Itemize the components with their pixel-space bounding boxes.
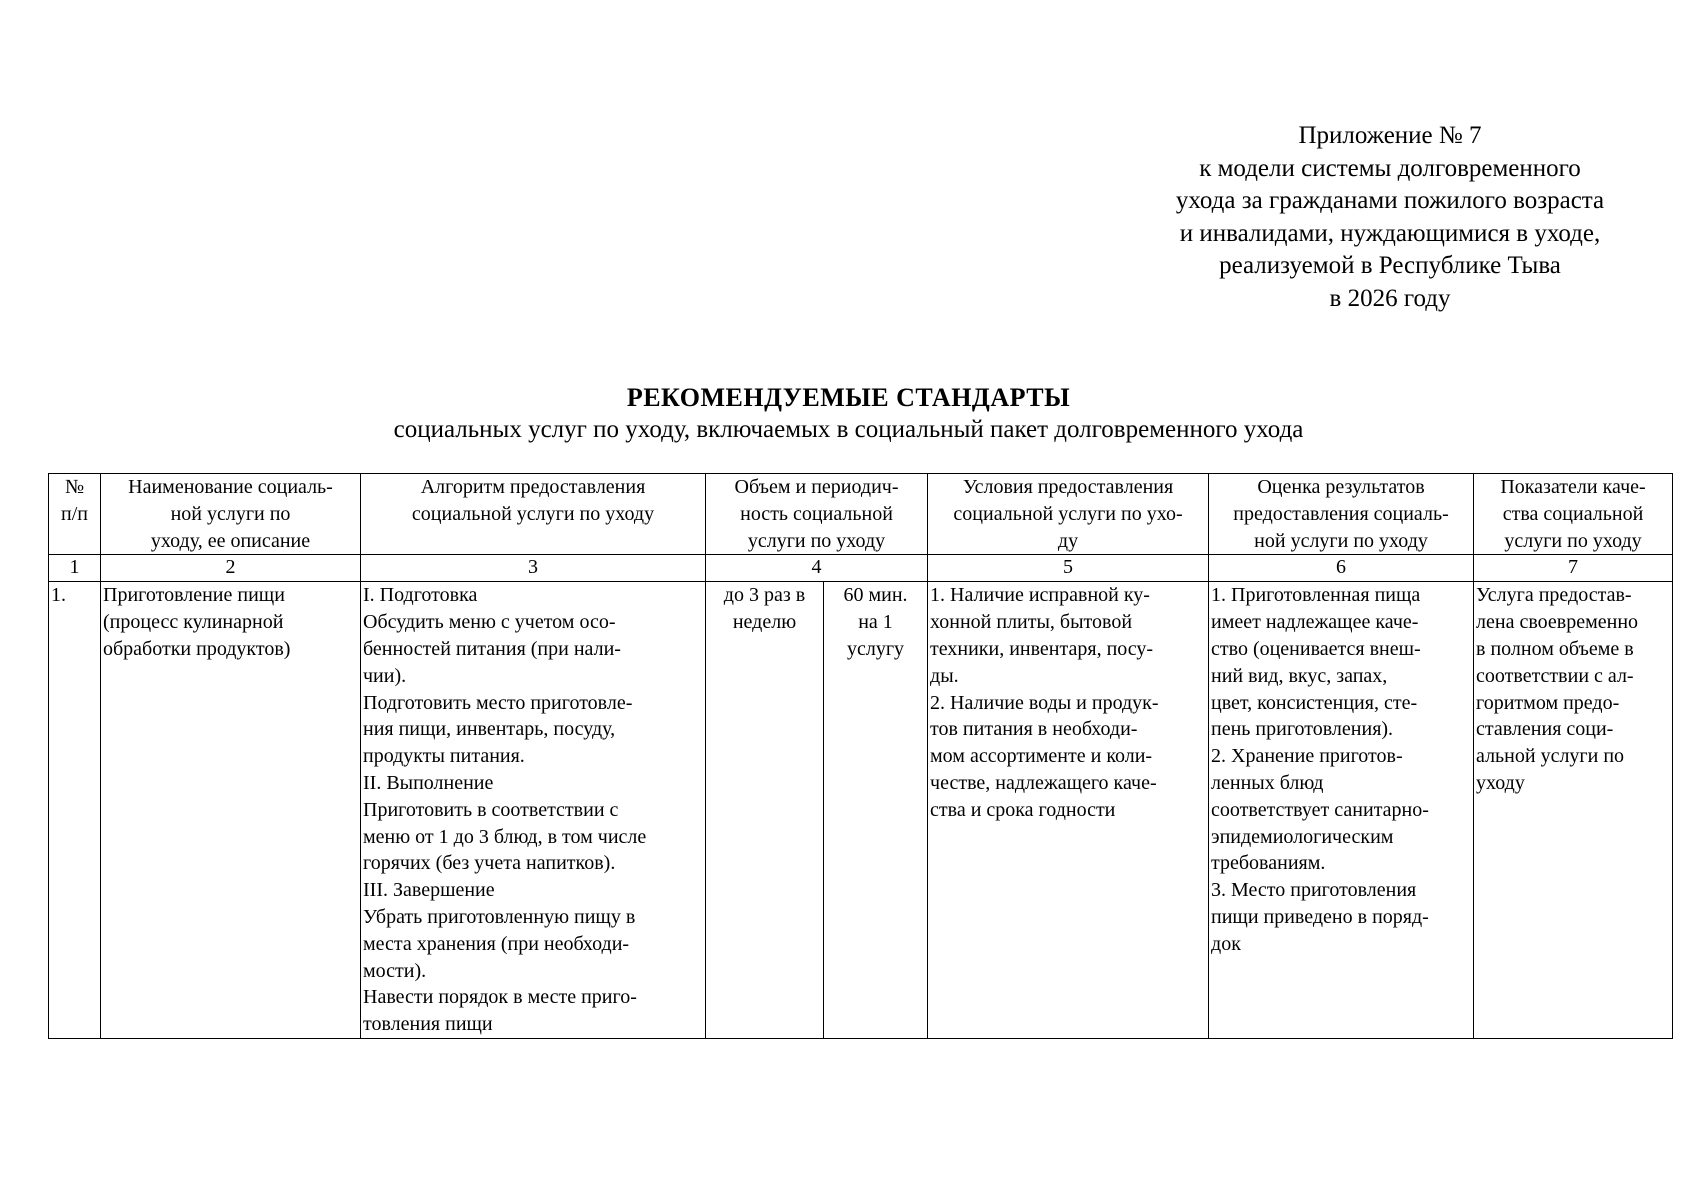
header-cell-evaluation: Оценка результатов предоставления социаль- ной услуги по уходу (1209, 474, 1474, 555)
algorithm-cell: I. Подготовка Обсудить меню с учетом осо- бенностей питания (при нали- чии). Подготовить место приготовле- ния пищи, инвентарь, посуду, продукты питания. II. Выполнение Приготовить в соответствии с меню от 1 до 3 блюд, в том числе горячих (без учета напитков). III. Завершение Убрать приготовленную пищу в места хранения (при необходи- мости). Навести порядок в месте приго- товления пищи (361, 582, 706, 1039)
column-number: 3 (361, 555, 706, 582)
document-subtitle: социальных услуг по уходу, включаемых в социальный пакет долговременного ухода (393, 416, 1304, 443)
document-title: РЕКОМЕНДУЕМЫЕ СТАНДАРТЫ (626, 383, 1071, 412)
header-cell-number: № п/п (49, 474, 101, 555)
header-row (49, 474, 1673, 555)
header-cell-algorithm: Алгоритм предоставления социальной услуги по уходу (361, 474, 706, 555)
header-cell-volume: Объем и периодич- ность социальной услуги по уходу (706, 474, 928, 555)
header-cell-name: Наименование социаль- ной услуги по уходу, ее описание (101, 474, 361, 555)
column-number: 4 (706, 555, 928, 582)
header-cell-conditions: Условия предоставления социальной услуги по ухо- ду (928, 474, 1209, 555)
appendix-caption (1130, 120, 1650, 315)
evaluation-cell: 1. Приготовленная пища имеет надлежащее каче- ство (оценивается внеш- ний вид, вкус, запах, цвет, консистенция, сте- пень приготовления). 2. Хранение приготов- ленных блюд соответствует санитарно- эпидемиологическим требованиям. 3. Место приготовления пищи приведено в поряд- док (1209, 582, 1474, 1039)
column-number: 2 (101, 555, 361, 582)
appendix-line: реализуемой в Республике Тыва (1219, 252, 1561, 279)
appendix-line: Приложение № 7 (1298, 122, 1482, 149)
appendix-line: к модели системы долговременного (1199, 154, 1581, 182)
appendix-line: и инвалидами, нуждающимися в уходе, (1179, 219, 1601, 247)
column-number-row (49, 555, 1673, 582)
appendix-line: в 2026 году (1329, 284, 1451, 312)
appendix-line: ухода за гражданами пожилого возраста (1175, 187, 1605, 214)
column-number: 7 (1474, 555, 1673, 582)
quality-cell: Услуга предостав- лена своевременно в полном объеме в соответствии с ал- горитмом предо- ставления соци- альной услуги по уходу (1474, 582, 1673, 1039)
column-number: 5 (928, 555, 1209, 582)
standards-table (48, 473, 1673, 1039)
duration-cell: 60 мин. на 1 услугу (824, 582, 928, 1039)
column-number: 1 (49, 555, 101, 582)
service-name-cell: Приготовление пищи (процесс кулинарной обработки продуктов) (101, 582, 361, 1039)
frequency-cell: до 3 раз в неделю (706, 582, 824, 1039)
row-number-cell: 1. (49, 582, 101, 1039)
column-number: 6 (1209, 555, 1474, 582)
conditions-cell: 1. Наличие исправной ку- хонной плиты, бытовой техники, инвентаря, посу- ды. 2. Наличие воды и продук- тов питания в необходи- мом ассортименте и коли- честве, надлежащего каче- ства и срока годности (928, 582, 1209, 1039)
table-row (49, 582, 1673, 1039)
header-cell-quality: Показатели каче- ства социальной услуги по уходу (1474, 474, 1673, 555)
